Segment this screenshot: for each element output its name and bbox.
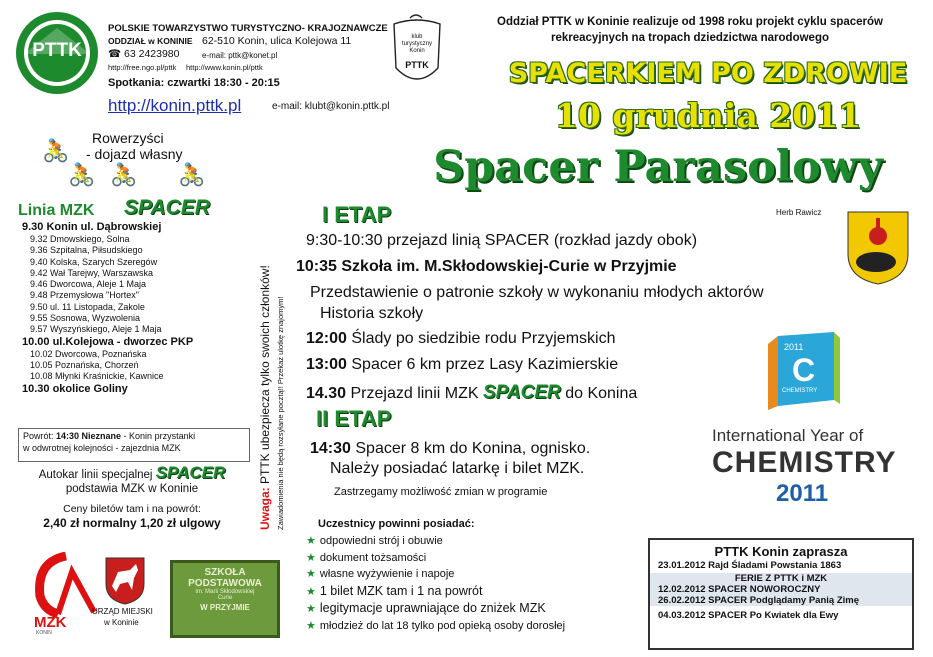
bus-line-1-text: Autokar linii specjalnej xyxy=(38,469,153,481)
school-line-1: SZKOŁA xyxy=(204,567,246,578)
list-item: 9.30 Konin ul. Dąbrowskiej xyxy=(22,221,162,233)
star-icon: ★ xyxy=(306,535,316,547)
school-sign xyxy=(170,560,280,638)
list-item: 9.48 Przemysłowa "Hortex" xyxy=(30,290,139,301)
invite-item-4: 04.03.2012 SPACER Po Kwiatek dla Ewy xyxy=(658,610,839,621)
chem-line-3: 2011 xyxy=(776,480,829,507)
list-item-text: własne wyżywienie i napoje xyxy=(319,568,455,580)
list-item: 10.30 okolice Goliny xyxy=(22,382,128,395)
event-title: Spacer Parasolowy xyxy=(433,142,883,192)
prices-label: Ceny biletów tam i na powrót: xyxy=(63,503,201,515)
list-item: 9.42 Wał Tarejwy, Warszawska xyxy=(30,267,154,278)
list-item xyxy=(306,566,565,583)
konin-crest-icon xyxy=(104,556,146,606)
mzk-logo xyxy=(32,552,100,636)
list-item: 9.55 Sosnowa, Wyzwolenia xyxy=(30,313,140,324)
mzk-heading: Linia MZK xyxy=(18,202,95,219)
site-url[interactable]: http://konin.pttk.pl xyxy=(108,96,242,115)
etap1-item-4 xyxy=(306,330,615,348)
list-item xyxy=(306,550,565,567)
chem-line-2: CHEMISTRY xyxy=(712,446,897,479)
herb-label: Herb Rawicz xyxy=(776,208,822,217)
etap2-note: Zastrzegamy możliwość zmian w programie xyxy=(334,486,548,498)
etap1-time: 9:30-10:30 xyxy=(306,232,383,249)
list-item xyxy=(306,618,565,635)
participants-list xyxy=(306,533,565,634)
etap1-item-0 xyxy=(306,232,697,250)
return-rest: - Konin przystanki xyxy=(121,431,196,441)
etap1-item-1 xyxy=(296,258,677,276)
list-item-text: 1 bilet MZK tam i 1 na powrót xyxy=(319,583,483,598)
etap1-text: Ślady po siedzibie rodu Przyjemskich xyxy=(346,330,616,347)
club-badge-l2: turystyczny xyxy=(401,41,432,47)
etap1-text: przejazd linią SPACER (rozkład jazdy obok) xyxy=(382,232,698,249)
herb-rawicz-icon xyxy=(846,210,910,286)
etap2-text: Spacer 8 km do Konina, ognisko. xyxy=(350,440,591,457)
phone-icon: ☎ xyxy=(108,48,122,60)
school-line-3: im. Marii Skłodowskiej xyxy=(195,589,255,595)
list-item: 10.08 Młynki Kraśnickie, Kawnice xyxy=(30,371,164,382)
bicycle-icon: 🚴 xyxy=(178,162,206,187)
etap1-text: Szkoła im. M.Skłodowskiej-Curie w Przyjmie xyxy=(336,258,677,275)
bus-line-2: podstawia MZK w Koninie xyxy=(65,483,199,495)
etap1-item-6 xyxy=(306,382,637,404)
list-item: 9.36 Szpitalna, Piłsudskiego xyxy=(30,245,143,256)
prices: 2,40 zł normalny 1,20 zł ulgowy xyxy=(43,516,221,530)
list-item-text: legitymacje uprawniające do zniżek MZK xyxy=(319,601,546,615)
list-item: 9.57 Wyszyńskiego, Aleje 1 Maja xyxy=(30,324,162,335)
invite-item-1: FERIE Z PTTK i MZK xyxy=(650,573,912,584)
club-badge-l4: PTTK xyxy=(405,60,429,70)
phone-number: 63 2423980 xyxy=(124,48,180,60)
return-line-1 xyxy=(23,430,245,442)
star-icon: ★ xyxy=(306,551,316,564)
invite-heading: PTTK Konin zaprasza xyxy=(714,544,848,559)
etap1-time: 14.30 xyxy=(306,385,347,402)
bicycle-icon: 🚴 xyxy=(68,162,96,187)
etap1-time: 12:00 xyxy=(306,330,347,347)
star-icon: ★ xyxy=(306,568,316,580)
pttk-logo-text: PTTK xyxy=(32,40,82,61)
etap1-text: Przejazd linii MZK xyxy=(346,385,479,402)
club-badge xyxy=(388,14,446,92)
mzk-logo-text: MZK xyxy=(34,614,67,631)
etap1-item-5 xyxy=(306,356,618,374)
bus-spacer-logo: SPACER xyxy=(155,463,226,482)
star-icon: ★ xyxy=(306,585,316,598)
list-item: 9.40 Kolska, Szarych Szeregów xyxy=(30,256,158,267)
etap1-heading: I ETAP xyxy=(322,202,392,227)
chem-tile-letter: C xyxy=(792,352,816,388)
org-name: POLSKIE TOWARZYSTWO TURYSTYCZNO- KRAJOZNAWCZE xyxy=(108,23,388,34)
cyclists-line1: Rowerzyści xyxy=(92,130,164,146)
series-title: SPACERKIEM PO ZDROWIE xyxy=(508,58,908,89)
return-box xyxy=(18,428,250,462)
chem-tile-year: 2011 xyxy=(784,342,804,352)
etap1-item-2: Przedstawienie o patronie szkoły w wykonaniu młodych aktorów xyxy=(310,284,764,301)
www-link-1[interactable]: http://free.ngo.pl/pttk xyxy=(108,63,177,72)
list-item-text: dokument tożsamości xyxy=(319,551,427,564)
list-item: 9.46 Dworcowa, Aleje 1 Maja xyxy=(30,279,147,290)
mzk-logo-sub: KONIN xyxy=(36,630,52,636)
chem-tile-caption: CHEMISTRY xyxy=(782,388,818,394)
www-link-2[interactable]: http://www.konin.pl/pttk xyxy=(186,63,263,72)
etap1-time: 10:35 xyxy=(296,258,337,275)
warning-vertical xyxy=(258,265,272,530)
spacer-logo: SPACER xyxy=(124,196,210,219)
list-item xyxy=(306,600,565,618)
list-item: 10.02 Dworcowa, Poznańska xyxy=(30,348,147,359)
etap1-spacer-logo: SPACER xyxy=(482,382,561,403)
etap1-text: Spacer 6 km przez Lasy Kazimierskie xyxy=(346,356,619,373)
star-icon: ★ xyxy=(306,603,316,615)
school-line-5: W PRZYJMIE xyxy=(200,603,250,612)
list-item xyxy=(306,583,565,601)
list-item xyxy=(306,533,565,550)
intro-text: Oddział PTTK w Koninie realizuje od 1998 roku projekt cyklu spacerów rekreacyjnych na tropach dziedzictwa narodowego xyxy=(497,16,883,44)
club-badge-l3: Konin xyxy=(409,48,425,54)
chemistry-tile-icon xyxy=(768,332,840,412)
chem-line-1: International Year of xyxy=(712,426,864,445)
urzad-line-2: w Koninie xyxy=(104,618,139,627)
address: 62-510 Konin, ulica Kolejowa 11 xyxy=(202,35,352,47)
phone-row xyxy=(108,48,180,60)
participants-heading: Uczestnicy powinni posiadać: xyxy=(318,518,475,530)
etap1-item-3: Historia szkoły xyxy=(320,305,424,322)
bus-line-1 xyxy=(22,463,242,482)
bicycle-icon: 🚴 xyxy=(42,138,70,163)
urzad-line-1: URZĄD MIEJSKI xyxy=(92,607,153,616)
stop-list xyxy=(22,221,262,396)
stop-list-rows xyxy=(22,221,262,396)
invite-box xyxy=(648,538,914,650)
cyclists-line2: - dojazd własny xyxy=(86,146,183,162)
etap2-heading: II ETAP xyxy=(316,406,392,431)
bus-info xyxy=(22,463,242,530)
branch-name: ODDZIAŁ w KONINIE xyxy=(108,36,193,46)
list-item: 10.05 Poznańska, Chorzeń xyxy=(30,359,139,370)
etap2-line-1 xyxy=(310,440,590,458)
etap2-line-2: Należy posiadać latarkę i bilet MZK. xyxy=(330,460,585,477)
meetings: Spotkania: czwartki 18:30 - 20:15 xyxy=(108,77,280,89)
list-item: 10.00 ul.Kolejowa - dworzec PKP xyxy=(22,335,194,348)
star-icon: ★ xyxy=(306,619,316,632)
etap2-time: 14:30 xyxy=(310,440,351,457)
list-item-text: młodzież do lat 18 tylko pod opieką osoby dorosłej xyxy=(319,619,566,632)
return-time: 14:30 Nieznane xyxy=(56,431,122,441)
pttk-logo xyxy=(14,10,100,96)
club-badge-l1: klub xyxy=(411,34,423,40)
warning-label: Uwaga: xyxy=(258,487,272,530)
return-line-2: w odwrotnej kolejności - zajezdnia MZK xyxy=(23,443,181,453)
list-item-text: odpowiedni strój i obuwie xyxy=(319,535,443,547)
school-line-2: PODSTAWOWA xyxy=(188,578,262,589)
warning-subtext: Zawiadomienia nie będą rozsyłane pocztą!! Przekaż ulotkę znajomym! xyxy=(276,296,285,530)
event-date: 10 grudnia 2011 xyxy=(554,96,862,135)
etap1-time: 13:00 xyxy=(306,356,347,373)
list-item: 9.32 Dmowskiego, Solna xyxy=(30,234,130,244)
invite-item-0: 23.01.2012 Rajd Śladami Powstania 1863 xyxy=(658,560,842,571)
return-prefix: Powrót: xyxy=(23,431,57,441)
warning-text: PTTK ubezpiecza tylko swoich członków! xyxy=(258,265,272,488)
etap1-text: do Konina xyxy=(565,385,638,402)
club-email[interactable]: e-mail: klubt@konin.pttk.pl xyxy=(272,101,390,112)
org-email[interactable]: e-mail: pttk@konet.pl xyxy=(202,51,278,60)
invite-item-2: 12.02.2012 SPACER NOWOROCZNY xyxy=(650,584,912,595)
invite-item-3: 26.02.2012 SPACER Podglądamy Panią Zimę xyxy=(650,595,912,606)
school-line-4: Curie xyxy=(217,595,233,601)
bicycle-icon: 🚴 xyxy=(110,162,138,187)
list-item: 9.50 ul. 11 Listopada, Zakole xyxy=(30,301,145,312)
